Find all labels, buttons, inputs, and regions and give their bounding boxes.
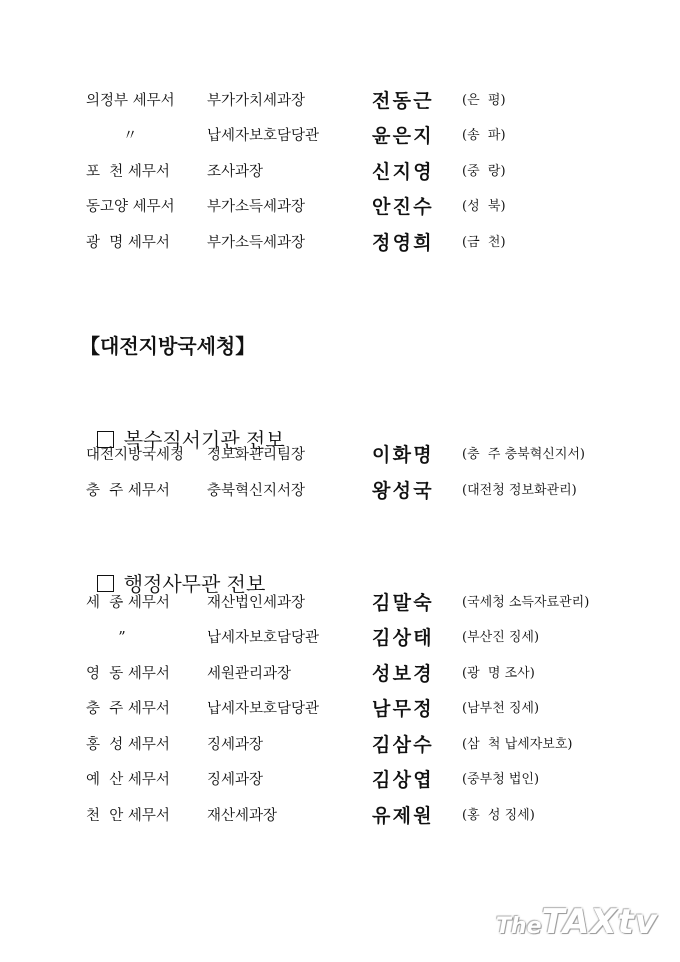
person-name: 김말숙	[372, 592, 434, 614]
position-title: 납세자보호담당관	[207, 128, 320, 144]
previous-post: (충 주 충북혁신지서)	[462, 447, 586, 462]
position-title: 세원관리과장	[207, 666, 292, 682]
position-title: 징세과장	[207, 737, 264, 753]
previous-post: (광 명 조사)	[462, 666, 535, 681]
previous-post: (송 파)	[462, 128, 506, 143]
previous-post: (중부청 법인)	[462, 772, 540, 787]
office: 영 동 세무서	[86, 666, 170, 682]
person-name: 윤은지	[372, 125, 434, 147]
table-row	[0, 694, 680, 724]
person-name: 김상태	[372, 627, 434, 649]
person-name: 신지영	[372, 161, 434, 183]
section-heading-label: 복수직서기관 전보	[123, 428, 285, 452]
previous-post: (남부천 징세)	[462, 701, 540, 716]
person-name: 김삼수	[372, 734, 434, 756]
table-row	[0, 801, 680, 831]
table-row	[0, 588, 680, 618]
person-name: 안진수	[372, 196, 434, 218]
previous-post: (국세청 소득자료관리)	[462, 595, 590, 610]
position-title: 조사과장	[207, 164, 264, 180]
position-title: 정보화관리팀장	[207, 447, 306, 463]
office: 〃	[86, 128, 138, 144]
office: 충 주 세무서	[86, 483, 170, 499]
table-row	[0, 86, 680, 116]
position-title: 재산법인세과장	[207, 595, 306, 611]
office: 광 명 세무서	[86, 235, 170, 251]
person-name: 왕성국	[372, 480, 434, 502]
previous-post: (은 평)	[462, 93, 506, 108]
region-heading: 【대전지방국세청】	[80, 334, 256, 358]
person-name: 남무정	[372, 698, 434, 720]
position-title: 부가소득세과장	[207, 199, 306, 215]
table-row	[0, 228, 680, 258]
table-row	[0, 157, 680, 187]
table-row	[0, 440, 680, 470]
previous-post: (성 북)	[462, 199, 506, 214]
table-row	[0, 730, 680, 760]
office: 세 종 세무서	[86, 595, 170, 611]
table-row	[0, 121, 680, 151]
office: 천 안 세무서	[86, 808, 170, 824]
table-row	[0, 192, 680, 222]
office: 포 천 세무서	[86, 164, 170, 180]
person-name: 성보경	[372, 663, 434, 685]
thetaxtv-watermark-logo	[485, 883, 658, 942]
position-title: 재산세과장	[207, 808, 278, 824]
table-row	[0, 623, 680, 653]
office: 예 산 세무서	[86, 772, 170, 788]
position-title: 납세자보호담당관	[207, 630, 320, 646]
office: 홍 성 세무서	[86, 737, 170, 753]
position-title: 충북혁신지서장	[207, 483, 306, 499]
person-name: 김상엽	[372, 769, 434, 791]
previous-post: (금 천)	[462, 235, 506, 250]
position-title: 납세자보호담당관	[207, 701, 320, 717]
section-heading-label: 행정사무관 전보	[123, 572, 266, 596]
person-name: 정영희	[372, 232, 434, 254]
watermark-the: The	[495, 914, 542, 939]
previous-post: (홍 성 징세)	[462, 808, 535, 823]
position-title: 징세과장	[207, 772, 264, 788]
table-row	[0, 659, 680, 689]
office: 대전지방국세청	[86, 447, 185, 463]
position-title: 부가가치세과장	[207, 93, 306, 109]
watermark-taxtv: TAXtv	[541, 902, 658, 942]
position-title: 부가소득세과장	[207, 235, 306, 251]
person-name: 이화명	[372, 444, 434, 466]
person-name: 유제원	[372, 805, 434, 827]
previous-post: (부산진 징세)	[462, 630, 540, 645]
previous-post: (대전청 정보화관리)	[462, 483, 577, 498]
table-row	[0, 765, 680, 795]
person-name: 전동근	[372, 90, 434, 112]
office: 충 주 세무서	[86, 701, 170, 717]
previous-post: (중 랑)	[462, 164, 506, 179]
table-row	[0, 476, 680, 506]
office: 동고양 세무서	[86, 199, 175, 215]
office: 의정부 세무서	[86, 93, 175, 109]
previous-post: (삼 척 납세자보호)	[462, 737, 573, 752]
office: ”	[86, 630, 126, 646]
